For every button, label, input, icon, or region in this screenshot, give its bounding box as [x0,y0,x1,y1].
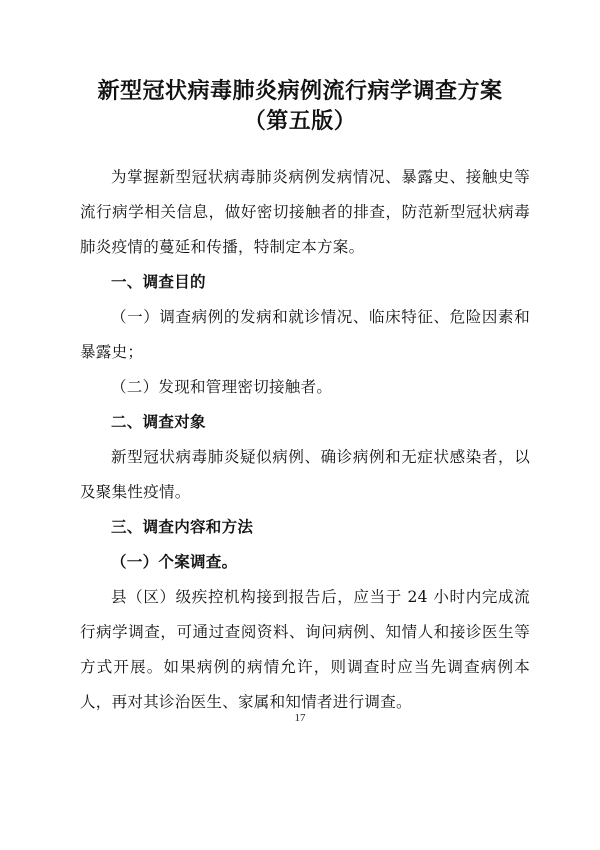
document-edition: （第五版） [243,109,357,134]
intro-paragraph: 为掌握新型冠状病毒肺炎病例发病情况、暴露史、接触史等流行病学相关信息，做好密切接触者的排查，防范新型冠状病毒肺炎疫情的蔓延和传播，特制定本方案。 [80,168,530,256]
subjects-paragraph: 新型冠状病毒肺炎疑似病例、确诊病例和无症状感染者，以及聚集性疫情。 [80,448,530,501]
subsection-heading-case-investigation: （一）个案调查。 [111,553,238,571]
section-heading-subjects: 二、调查对象 [111,413,206,431]
case-investigation-paragraph: 县（区）级疾控机构接到报告后，应当于 24 小时内完成流行病学调查，可通过查阅资料、询问病例、知情人和接诊医生等方式开展。如果病例的病情允许，则调查时应当先调查病例本人，再对其诊治医生、家属和知情者进行调查。 [80,588,530,711]
section-heading-purpose: 一、调查目的 [111,273,206,291]
purpose-item-2: （二）发现和管理密切接触者。 [111,378,333,396]
page-number: 17 [294,712,306,724]
section-heading-methods: 三、调查内容和方法 [111,518,254,536]
purpose-item-1: （一）调查病例的发病和就诊情况、临床特征、危险因素和暴露史； [80,308,530,361]
document-title: 新型冠状病毒肺炎病例流行病学调查方案 [97,79,503,104]
